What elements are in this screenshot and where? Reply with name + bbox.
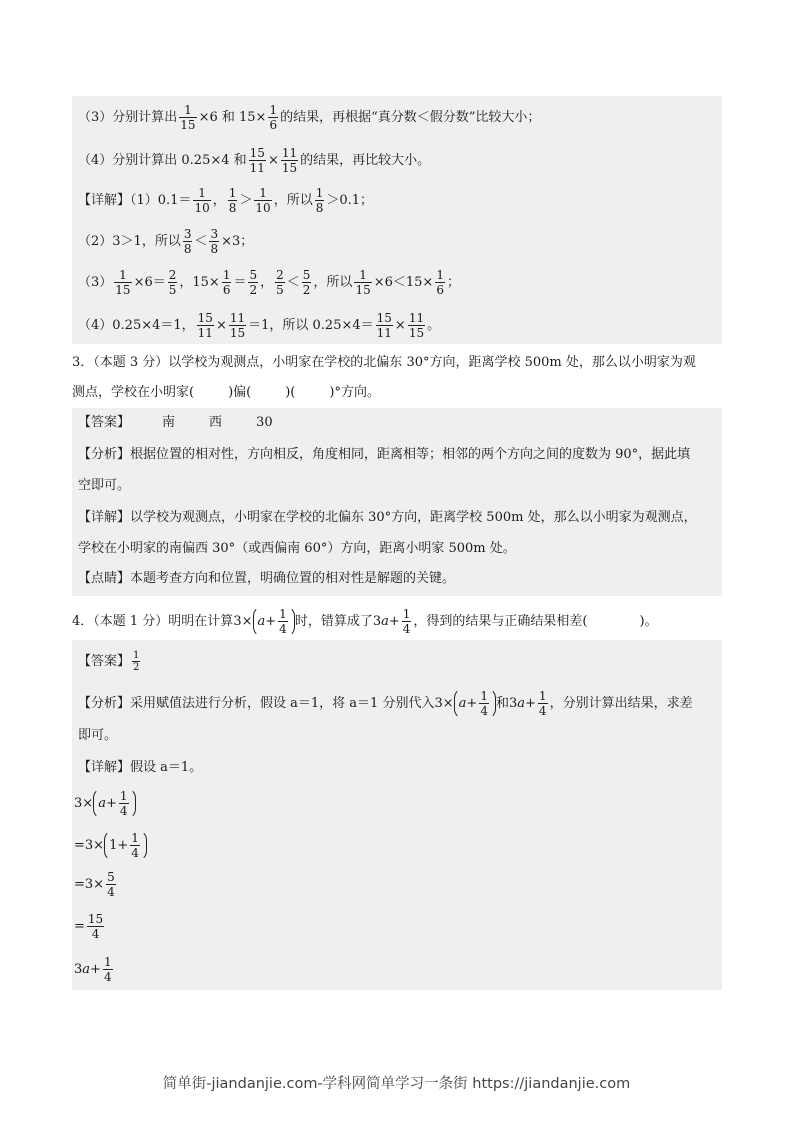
- solution-block-q2: [72, 96, 722, 344]
- q3-analysis-line-2: 空即可。: [78, 478, 131, 493]
- q4-step-4: = $\frac{15}{4}$: [74, 912, 104, 941]
- q4-step-3: =3× $\frac{5}{4}$: [74, 870, 115, 899]
- q3-comment: 【点睛】本题考查方向和位置，明确位置的相对性是解题的关键。: [78, 571, 456, 586]
- question-3-line-2: 测点，学校在小明家( )偏( )( )°方向。: [72, 385, 380, 400]
- analysis-line-4: （4）分别计算出 0.25×4 和 $\frac{15}{11}$ × $\frac{11}{15}$ 的结果，再比较大小。: [78, 146, 431, 175]
- q4-answer: 【答案】 $\frac{1}{2}$: [78, 650, 140, 673]
- detail-line-1: 【详解】（1）0.1＝ $\frac{1}{10}$ ， $\frac{1}{8}$ ＞ $\frac{1}{10}$ ，所以 $\frac{1}{8}$ ＞0.1；: [78, 186, 374, 215]
- q3-detail-line-1: 【详解】以学校为观测点，小明家在学校的北偏东 30°方向，距离学校 500m 处，那么以小明家为观测点，: [78, 510, 697, 525]
- q4-analysis-line-2: 即可。: [78, 728, 118, 743]
- analysis-line-3: （3）分别计算出 $\frac{1}{15}$ ×6 和 15× $\frac{1}{6}$ 的结果，再根据“真分数＜假分数”比较大小；: [78, 103, 541, 132]
- detail-line-3: （3） $\frac{1}{15}$ ×6＝ $\frac{2}{5}$ ，15× $\frac{1}{6}$ ＝ $\frac{5}{2}$ ， $\frac{2}{5}$ ＜ $\frac{5}{2}$ ，所以 $\frac{1}{15}$ ×6＜15× $\frac{1}{6}$ ；: [78, 268, 460, 297]
- q3-detail-line-2: 学校在小明家的南偏西 30°（或西偏南 60°）方向，距离小明家 500m 处。: [78, 541, 516, 556]
- q4-step-1: 3× a+ $\frac{1}{4}$: [74, 788, 136, 819]
- q4-step-2: =3× 1+ $\frac{1}{4}$: [74, 830, 147, 861]
- detail-line-2: （2）3＞1，所以 $\frac{3}{8}$ ＜ $\frac{3}{8}$ ×3；: [78, 227, 254, 256]
- detail-line-4: （4）0.25×4＝1， $\frac{15}{11}$ × $\frac{11}{15}$ ＝1，所以 0.25×4＝ $\frac{15}{11}$ × $\frac{11}{15}$ 。: [78, 311, 441, 340]
- solution-block-q3: [72, 408, 722, 596]
- q4-detail: 【详解】假设 a＝1。: [78, 760, 203, 775]
- question-4: 4．（本题 1 分）明明在计算3× a+ $\frac{1}{4}$ 时，错算成了3a+ $\frac{1}{4}$ ，得到的结果与正确结果相差( )。: [72, 607, 658, 636]
- q3-analysis-line-1: 【分析】根据位置的相对性，方向相反，角度相同，距离相等；相邻的两个方向之间的度数为 90°，据此填: [78, 447, 691, 462]
- page-footer: 简单街-jiandanjie.com-学科网简单学习一条街 https://jiandanjie.com: [162, 1076, 631, 1092]
- question-3-line-1: 3．（本题 3 分）以学校为观测点，小明家在学校的北偏东 30°方向，距离学校 500m 处，那么以小明家为观: [72, 355, 696, 370]
- q4-step-5: 3a+ $\frac{1}{4}$: [74, 955, 112, 984]
- q4-analysis-line-1: 【分析】采用赋值法进行分析，假设 a＝1，将 a＝1 分别代入3× a+ $\frac{1}{4}$ 和3a+ $\frac{1}{4}$ ，分别计算出结果，求差: [78, 689, 693, 718]
- q3-answer: 【答案】 南 西 30: [78, 415, 273, 430]
